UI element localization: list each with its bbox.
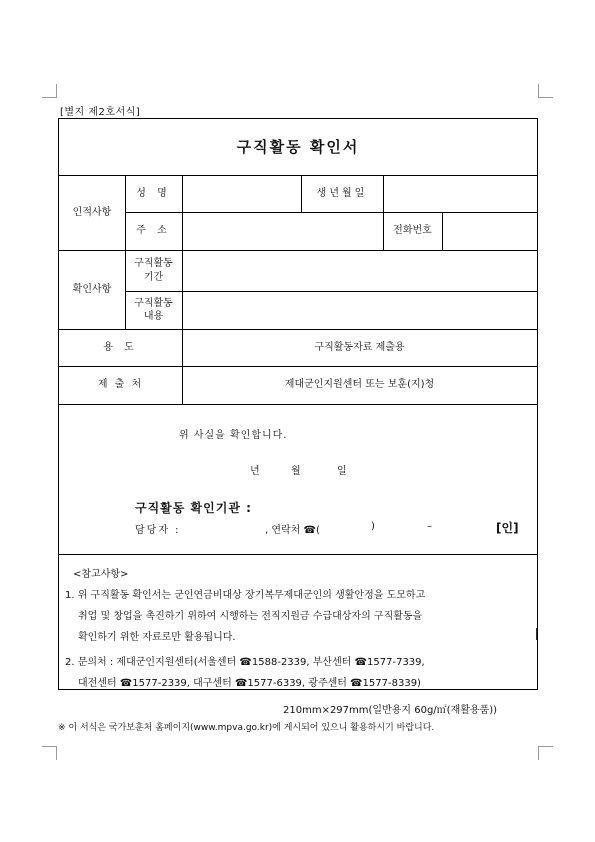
content-field[interactable] xyxy=(182,291,537,329)
contact-dash: – xyxy=(427,521,432,532)
footer-note: ※ 이 서식은 국가보훈처 홈페이지(www.mpva.go.kr)에 게시되어 있으니 활용하시기 바랍니다. xyxy=(58,723,435,733)
name-field[interactable] xyxy=(182,175,301,212)
period-label xyxy=(125,250,182,291)
confirming-organization-label: 구직활동 확인기관 : xyxy=(135,501,252,515)
crop-mark-top-right-v xyxy=(538,84,539,98)
date-year: 년 xyxy=(250,466,260,477)
document-title: 구직활동 확인서 xyxy=(236,137,360,156)
content-label-line1: 구직활동 xyxy=(134,297,173,309)
notes-section xyxy=(65,564,535,694)
crop-mark-bottom-left-h xyxy=(42,746,57,747)
period-field[interactable] xyxy=(182,250,537,291)
seal-mark: [인] xyxy=(496,521,519,535)
rule xyxy=(59,554,537,555)
submit-to-value: 제대군인지원센터 또는 보훈(지)청 xyxy=(284,379,435,391)
crop-mark-top-left-h xyxy=(42,97,57,98)
crop-mark-bottom-right-h xyxy=(538,746,553,747)
crop-mark-bottom-right-v xyxy=(538,746,539,760)
confirm-section-label: 확인사항 xyxy=(72,283,112,295)
phone-field[interactable] xyxy=(442,212,537,250)
address-field[interactable] xyxy=(182,212,383,250)
note-2-line-1: 2. 문의처 : 제대군인지원센터(서울센터 ☎1588-2339, 부산센터 ☎1577-7339, xyxy=(65,657,425,668)
paper-spec: 210mm×297mm(일반용지 60g/㎡(재활용품)) xyxy=(283,705,498,716)
manager-label: 담당자 : xyxy=(135,525,181,536)
content-label-line2: 내용 xyxy=(143,311,164,322)
notes-heading: <참고사항> xyxy=(73,569,129,580)
address-label: 주 소 xyxy=(136,225,171,237)
usage-label: 용 도 xyxy=(103,341,138,353)
form-number-label: [별지 제2호서식] xyxy=(60,107,141,118)
phone-label: 전화번호 xyxy=(393,225,432,237)
usage-value: 구직활동자료 제출용 xyxy=(314,341,405,353)
contact-close: ) xyxy=(371,521,375,532)
name-label: 성 명 xyxy=(136,187,171,199)
birth-field[interactable] xyxy=(383,175,537,212)
period-label-line1: 구직활동 xyxy=(134,258,173,269)
crop-mark-bottom-left-v xyxy=(56,746,57,760)
note-1-line-3: 확인하기 위한 자료로만 활용됩니다. xyxy=(78,632,236,643)
personal-section-label: 인적사항 xyxy=(72,206,112,218)
confirmation-statement: 위 사실을 확인합니다. xyxy=(179,430,288,441)
crop-mark-top-left-v xyxy=(56,84,57,98)
note-1-line-2: 취업 및 창업을 촉진하기 위하여 시행하는 전직지원금 수급대상자의 구직활동을 xyxy=(78,611,423,622)
period-label-line2: 기간 xyxy=(143,271,164,283)
date-month: 월 xyxy=(291,466,301,477)
contact-label: , 연락처 ☎( xyxy=(265,525,320,536)
note-2-line-2: 대전센터 ☎1577-2339, 대구센터 ☎1577-6339, 광주센터 ☎1577-8339) xyxy=(78,678,421,689)
date-day: 일 xyxy=(337,466,347,477)
document-frame xyxy=(58,118,538,690)
crop-mark-top-right-h xyxy=(538,97,553,98)
rule xyxy=(59,404,537,405)
submit-to-label: 제 출 처 xyxy=(97,379,144,391)
birth-label: 생년월일 xyxy=(316,187,368,199)
note-1-line-1: 1. 위 구직활동 확인서는 군인연금비대상 장기복무제대군인의 생활안정을 도모하고 xyxy=(65,590,426,601)
content-label xyxy=(125,291,182,329)
